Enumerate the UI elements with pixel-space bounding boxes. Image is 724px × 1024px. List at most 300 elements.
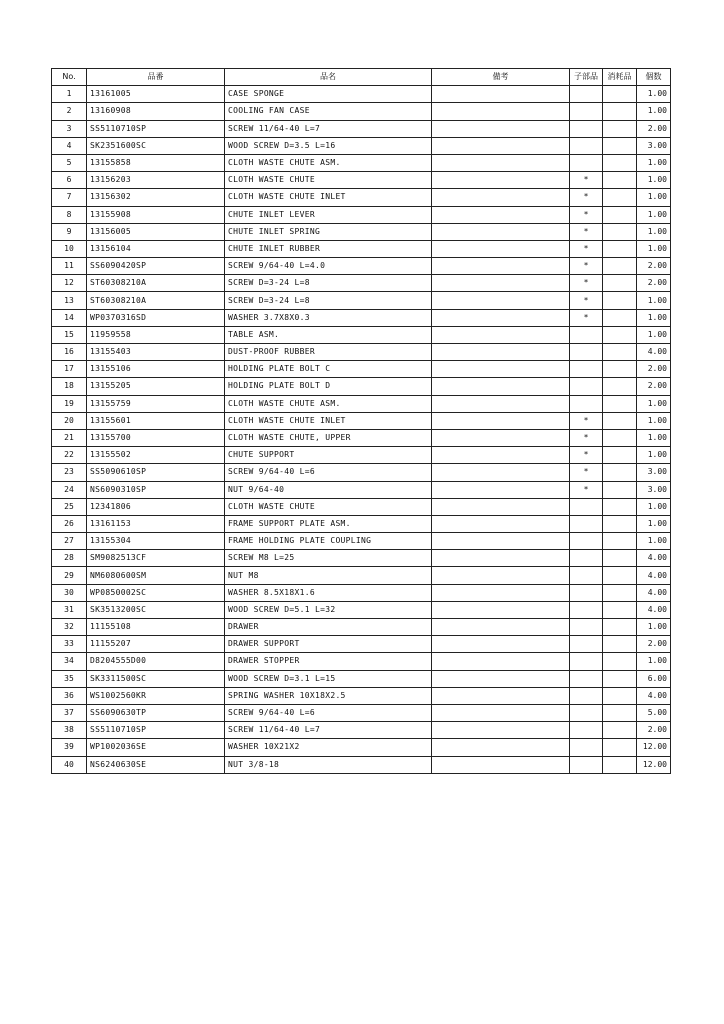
cell-child-part — [570, 395, 603, 412]
cell-child-part — [570, 756, 603, 773]
cell-child-part — [570, 361, 603, 378]
cell-remarks — [432, 120, 570, 137]
cell-remarks — [432, 567, 570, 584]
cell-no: 16 — [52, 344, 87, 361]
cell-child-part: * — [570, 481, 603, 498]
table-row — [52, 103, 671, 120]
cell-part-number: 13155759 — [87, 395, 225, 412]
cell-remarks — [432, 584, 570, 601]
cell-consumable — [603, 275, 637, 292]
cell-consumable — [603, 464, 637, 481]
cell-child-part: * — [570, 447, 603, 464]
cell-part-number: 13156005 — [87, 223, 225, 240]
cell-remarks — [432, 240, 570, 257]
cell-consumable — [603, 533, 637, 550]
cell-child-part: * — [570, 189, 603, 206]
table-row — [52, 619, 671, 636]
cell-quantity: 4.00 — [637, 687, 671, 704]
table-row — [52, 137, 671, 154]
header-child-part: 子部品 — [570, 69, 603, 86]
cell-part-name: CHUTE SUPPORT — [225, 447, 432, 464]
cell-no: 33 — [52, 636, 87, 653]
cell-quantity: 1.00 — [637, 326, 671, 343]
cell-child-part — [570, 704, 603, 721]
cell-remarks — [432, 687, 570, 704]
cell-child-part — [570, 670, 603, 687]
cell-remarks — [432, 395, 570, 412]
cell-part-number: WP0850002SC — [87, 584, 225, 601]
table-row — [52, 584, 671, 601]
cell-child-part — [570, 103, 603, 120]
cell-consumable — [603, 326, 637, 343]
table-row — [52, 687, 671, 704]
cell-part-number: 13161153 — [87, 515, 225, 532]
cell-quantity: 4.00 — [637, 567, 671, 584]
cell-child-part — [570, 137, 603, 154]
cell-consumable — [603, 120, 637, 137]
header-part-number: 品番 — [87, 69, 225, 86]
cell-no: 37 — [52, 704, 87, 721]
cell-remarks — [432, 704, 570, 721]
cell-consumable — [603, 206, 637, 223]
table-row — [52, 189, 671, 206]
cell-part-name: SCREW M8 L=25 — [225, 550, 432, 567]
cell-no: 13 — [52, 292, 87, 309]
cell-consumable — [603, 498, 637, 515]
cell-quantity: 2.00 — [637, 378, 671, 395]
cell-part-name: HOLDING PLATE BOLT D — [225, 378, 432, 395]
cell-consumable — [603, 515, 637, 532]
cell-part-name: WASHER 8.5X18X1.6 — [225, 584, 432, 601]
cell-remarks — [432, 447, 570, 464]
table-row — [52, 240, 671, 257]
cell-consumable — [603, 739, 637, 756]
cell-consumable — [603, 361, 637, 378]
cell-part-number: 13155601 — [87, 412, 225, 429]
cell-no: 19 — [52, 395, 87, 412]
cell-part-name: CLOTH WASTE CHUTE, UPPER — [225, 429, 432, 446]
cell-no: 12 — [52, 275, 87, 292]
cell-part-name: WOOD SCREW D=3.5 L=16 — [225, 137, 432, 154]
cell-quantity: 1.00 — [637, 172, 671, 189]
cell-no: 3 — [52, 120, 87, 137]
cell-remarks — [432, 670, 570, 687]
cell-consumable — [603, 189, 637, 206]
cell-no: 7 — [52, 189, 87, 206]
cell-part-number: NS6090310SP — [87, 481, 225, 498]
cell-remarks — [432, 275, 570, 292]
cell-part-name: WASHER 10X21X2 — [225, 739, 432, 756]
cell-part-name: CLOTH WASTE CHUTE ASM. — [225, 154, 432, 171]
cell-consumable — [603, 601, 637, 618]
cell-part-number: SK3311500SC — [87, 670, 225, 687]
table-row — [52, 86, 671, 103]
cell-no: 18 — [52, 378, 87, 395]
cell-part-name: CHUTE INLET LEVER — [225, 206, 432, 223]
cell-part-number: 13156302 — [87, 189, 225, 206]
cell-consumable — [603, 223, 637, 240]
cell-quantity: 1.00 — [637, 292, 671, 309]
cell-part-number: WP1002036SE — [87, 739, 225, 756]
cell-part-number: 13161005 — [87, 86, 225, 103]
table-row — [52, 120, 671, 137]
cell-no: 27 — [52, 533, 87, 550]
cell-no: 39 — [52, 739, 87, 756]
cell-quantity: 4.00 — [637, 584, 671, 601]
cell-no: 29 — [52, 567, 87, 584]
cell-part-name: WASHER 3.7X8X0.3 — [225, 309, 432, 326]
cell-part-number: 12341806 — [87, 498, 225, 515]
cell-part-name: NUT 9/64-40 — [225, 481, 432, 498]
table-row — [52, 533, 671, 550]
table-row — [52, 636, 671, 653]
cell-child-part: * — [570, 223, 603, 240]
cell-quantity: 2.00 — [637, 258, 671, 275]
cell-remarks — [432, 292, 570, 309]
cell-no: 25 — [52, 498, 87, 515]
cell-no: 11 — [52, 258, 87, 275]
cell-no: 22 — [52, 447, 87, 464]
cell-part-number: SS5110710SP — [87, 722, 225, 739]
cell-child-part — [570, 601, 603, 618]
cell-quantity: 1.00 — [637, 395, 671, 412]
table-row — [52, 378, 671, 395]
cell-part-name: SCREW 9/64-40 L=6 — [225, 704, 432, 721]
cell-child-part — [570, 687, 603, 704]
table-row — [52, 653, 671, 670]
cell-consumable — [603, 172, 637, 189]
table-row — [52, 498, 671, 515]
cell-part-number: SM9082513CF — [87, 550, 225, 567]
cell-part-name: TABLE ASM. — [225, 326, 432, 343]
cell-consumable — [603, 240, 637, 257]
cell-part-number: 13160908 — [87, 103, 225, 120]
cell-child-part — [570, 550, 603, 567]
cell-child-part: * — [570, 464, 603, 481]
cell-consumable — [603, 412, 637, 429]
cell-child-part — [570, 326, 603, 343]
cell-consumable — [603, 86, 637, 103]
cell-quantity: 3.00 — [637, 137, 671, 154]
cell-part-name: SCREW D=3-24 L=8 — [225, 275, 432, 292]
table-row — [52, 670, 671, 687]
cell-remarks — [432, 515, 570, 532]
cell-child-part — [570, 344, 603, 361]
cell-remarks — [432, 258, 570, 275]
cell-remarks — [432, 498, 570, 515]
cell-remarks — [432, 137, 570, 154]
table-row — [52, 292, 671, 309]
table-row — [52, 309, 671, 326]
cell-part-name: HOLDING PLATE BOLT C — [225, 361, 432, 378]
table-body — [52, 86, 671, 774]
cell-no: 32 — [52, 619, 87, 636]
table-row — [52, 567, 671, 584]
cell-part-number: 11959558 — [87, 326, 225, 343]
cell-remarks — [432, 206, 570, 223]
cell-part-name: CLOTH WASTE CHUTE — [225, 172, 432, 189]
cell-child-part — [570, 584, 603, 601]
cell-part-name: SCREW 11/64-40 L=7 — [225, 722, 432, 739]
cell-part-name: NUT 3/8-18 — [225, 756, 432, 773]
cell-no: 9 — [52, 223, 87, 240]
cell-part-number: 11155108 — [87, 619, 225, 636]
header-remarks: 備考 — [432, 69, 570, 86]
cell-consumable — [603, 378, 637, 395]
cell-part-name: DRAWER STOPPER — [225, 653, 432, 670]
cell-part-number: ST60308210A — [87, 292, 225, 309]
cell-no: 14 — [52, 309, 87, 326]
cell-part-name: SCREW 9/64-40 L=6 — [225, 464, 432, 481]
cell-part-number: SS5110710SP — [87, 120, 225, 137]
cell-consumable — [603, 395, 637, 412]
cell-quantity: 3.00 — [637, 464, 671, 481]
cell-quantity: 1.00 — [637, 189, 671, 206]
cell-quantity: 4.00 — [637, 550, 671, 567]
cell-consumable — [603, 447, 637, 464]
table-row — [52, 550, 671, 567]
cell-part-name: SCREW 11/64-40 L=7 — [225, 120, 432, 137]
cell-consumable — [603, 103, 637, 120]
cell-part-number: D8204555D00 — [87, 653, 225, 670]
cell-child-part: * — [570, 206, 603, 223]
cell-remarks — [432, 601, 570, 618]
table-row — [52, 326, 671, 343]
cell-no: 30 — [52, 584, 87, 601]
cell-remarks — [432, 361, 570, 378]
cell-quantity: 1.00 — [637, 86, 671, 103]
cell-no: 21 — [52, 429, 87, 446]
cell-child-part — [570, 636, 603, 653]
table-row — [52, 756, 671, 773]
table-row — [52, 275, 671, 292]
cell-part-number: 13155403 — [87, 344, 225, 361]
cell-consumable — [603, 154, 637, 171]
cell-part-name: SCREW D=3-24 L=8 — [225, 292, 432, 309]
cell-quantity: 1.00 — [637, 533, 671, 550]
table-row — [52, 412, 671, 429]
cell-part-number: WP0370316SD — [87, 309, 225, 326]
table-row — [52, 515, 671, 532]
table-row — [52, 361, 671, 378]
cell-consumable — [603, 429, 637, 446]
cell-no: 10 — [52, 240, 87, 257]
table-row — [52, 344, 671, 361]
cell-no: 4 — [52, 137, 87, 154]
cell-no: 24 — [52, 481, 87, 498]
cell-part-number: NM6080600SM — [87, 567, 225, 584]
cell-quantity: 2.00 — [637, 120, 671, 137]
cell-child-part — [570, 378, 603, 395]
cell-consumable — [603, 550, 637, 567]
cell-child-part: * — [570, 412, 603, 429]
cell-child-part: * — [570, 292, 603, 309]
cell-child-part — [570, 722, 603, 739]
cell-consumable — [603, 481, 637, 498]
cell-part-number: 13155858 — [87, 154, 225, 171]
cell-no: 8 — [52, 206, 87, 223]
cell-child-part — [570, 739, 603, 756]
cell-part-name: CHUTE INLET RUBBER — [225, 240, 432, 257]
cell-consumable — [603, 687, 637, 704]
cell-quantity: 4.00 — [637, 344, 671, 361]
cell-remarks — [432, 344, 570, 361]
cell-part-name: DRAWER SUPPORT — [225, 636, 432, 653]
cell-part-number: SS6090420SP — [87, 258, 225, 275]
cell-child-part — [570, 120, 603, 137]
cell-part-name: COOLING FAN CASE — [225, 103, 432, 120]
table-header-row — [52, 69, 671, 86]
table-row — [52, 481, 671, 498]
cell-quantity: 1.00 — [637, 447, 671, 464]
cell-child-part: * — [570, 258, 603, 275]
table-row — [52, 429, 671, 446]
cell-part-number: SS6090630TP — [87, 704, 225, 721]
cell-part-number: 13155502 — [87, 447, 225, 464]
cell-part-number: 13155304 — [87, 533, 225, 550]
cell-remarks — [432, 103, 570, 120]
cell-no: 28 — [52, 550, 87, 567]
cell-consumable — [603, 653, 637, 670]
cell-remarks — [432, 481, 570, 498]
cell-quantity: 2.00 — [637, 722, 671, 739]
cell-quantity: 2.00 — [637, 636, 671, 653]
cell-child-part: * — [570, 240, 603, 257]
cell-consumable — [603, 258, 637, 275]
cell-remarks — [432, 739, 570, 756]
table-row — [52, 601, 671, 618]
header-quantity: 個数 — [637, 69, 671, 86]
table-row — [52, 223, 671, 240]
table-row — [52, 704, 671, 721]
table-row — [52, 154, 671, 171]
cell-part-name: CASE SPONGE — [225, 86, 432, 103]
cell-quantity: 6.00 — [637, 670, 671, 687]
cell-part-number: NS6240630SE — [87, 756, 225, 773]
header-no: No. — [52, 69, 87, 86]
cell-no: 5 — [52, 154, 87, 171]
cell-child-part — [570, 533, 603, 550]
cell-consumable — [603, 619, 637, 636]
cell-remarks — [432, 464, 570, 481]
cell-part-number: 11155207 — [87, 636, 225, 653]
cell-remarks — [432, 412, 570, 429]
cell-no: 6 — [52, 172, 87, 189]
cell-part-number: SK3513200SC — [87, 601, 225, 618]
cell-quantity: 2.00 — [637, 275, 671, 292]
cell-remarks — [432, 636, 570, 653]
cell-part-name: NUT M8 — [225, 567, 432, 584]
cell-remarks — [432, 86, 570, 103]
cell-no: 15 — [52, 326, 87, 343]
table-row — [52, 206, 671, 223]
cell-no: 40 — [52, 756, 87, 773]
cell-part-number: 13155700 — [87, 429, 225, 446]
parts-table — [51, 68, 671, 774]
cell-no: 34 — [52, 653, 87, 670]
cell-part-number: SS5090610SP — [87, 464, 225, 481]
cell-remarks — [432, 223, 570, 240]
cell-quantity: 4.00 — [637, 601, 671, 618]
cell-remarks — [432, 619, 570, 636]
cell-quantity: 12.00 — [637, 739, 671, 756]
cell-consumable — [603, 584, 637, 601]
cell-part-number: 13155205 — [87, 378, 225, 395]
cell-no: 38 — [52, 722, 87, 739]
cell-remarks — [432, 550, 570, 567]
cell-remarks — [432, 756, 570, 773]
cell-part-number: 13156203 — [87, 172, 225, 189]
cell-quantity: 1.00 — [637, 498, 671, 515]
cell-no: 1 — [52, 86, 87, 103]
cell-no: 31 — [52, 601, 87, 618]
header-consumable: 消耗品 — [603, 69, 637, 86]
cell-part-name: CHUTE INLET SPRING — [225, 223, 432, 240]
cell-child-part: * — [570, 172, 603, 189]
table-row — [52, 739, 671, 756]
cell-quantity: 1.00 — [637, 515, 671, 532]
cell-no: 2 — [52, 103, 87, 120]
cell-part-name: DRAWER — [225, 619, 432, 636]
cell-child-part — [570, 154, 603, 171]
cell-quantity: 1.00 — [637, 429, 671, 446]
cell-quantity: 1.00 — [637, 206, 671, 223]
table-row — [52, 258, 671, 275]
cell-part-name: DUST-PROOF RUBBER — [225, 344, 432, 361]
cell-part-name: FRAME SUPPORT PLATE ASM. — [225, 515, 432, 532]
cell-child-part — [570, 653, 603, 670]
cell-no: 17 — [52, 361, 87, 378]
cell-child-part — [570, 567, 603, 584]
cell-consumable — [603, 704, 637, 721]
cell-remarks — [432, 533, 570, 550]
table-row — [52, 722, 671, 739]
cell-no: 35 — [52, 670, 87, 687]
cell-part-number: 13156104 — [87, 240, 225, 257]
cell-quantity: 12.00 — [637, 756, 671, 773]
cell-part-number: 13155106 — [87, 361, 225, 378]
cell-quantity: 1.00 — [637, 309, 671, 326]
cell-remarks — [432, 154, 570, 171]
cell-part-name: SCREW 9/64-40 L=4.0 — [225, 258, 432, 275]
cell-part-number: SK2351600SC — [87, 137, 225, 154]
cell-remarks — [432, 172, 570, 189]
cell-no: 26 — [52, 515, 87, 532]
cell-child-part — [570, 86, 603, 103]
cell-remarks — [432, 189, 570, 206]
cell-consumable — [603, 670, 637, 687]
cell-quantity: 1.00 — [637, 412, 671, 429]
cell-consumable — [603, 292, 637, 309]
cell-remarks — [432, 429, 570, 446]
cell-part-name: CLOTH WASTE CHUTE INLET — [225, 189, 432, 206]
table-row — [52, 464, 671, 481]
cell-consumable — [603, 756, 637, 773]
cell-no: 20 — [52, 412, 87, 429]
cell-part-name: WOOD SCREW D=3.1 L=15 — [225, 670, 432, 687]
cell-part-name: CLOTH WASTE CHUTE — [225, 498, 432, 515]
cell-quantity: 3.00 — [637, 481, 671, 498]
cell-quantity: 1.00 — [637, 619, 671, 636]
cell-part-number: WS1002560KR — [87, 687, 225, 704]
cell-consumable — [603, 309, 637, 326]
cell-quantity: 1.00 — [637, 240, 671, 257]
cell-part-number: ST60308210A — [87, 275, 225, 292]
table-row — [52, 172, 671, 189]
cell-child-part: * — [570, 275, 603, 292]
cell-consumable — [603, 344, 637, 361]
cell-child-part: * — [570, 309, 603, 326]
